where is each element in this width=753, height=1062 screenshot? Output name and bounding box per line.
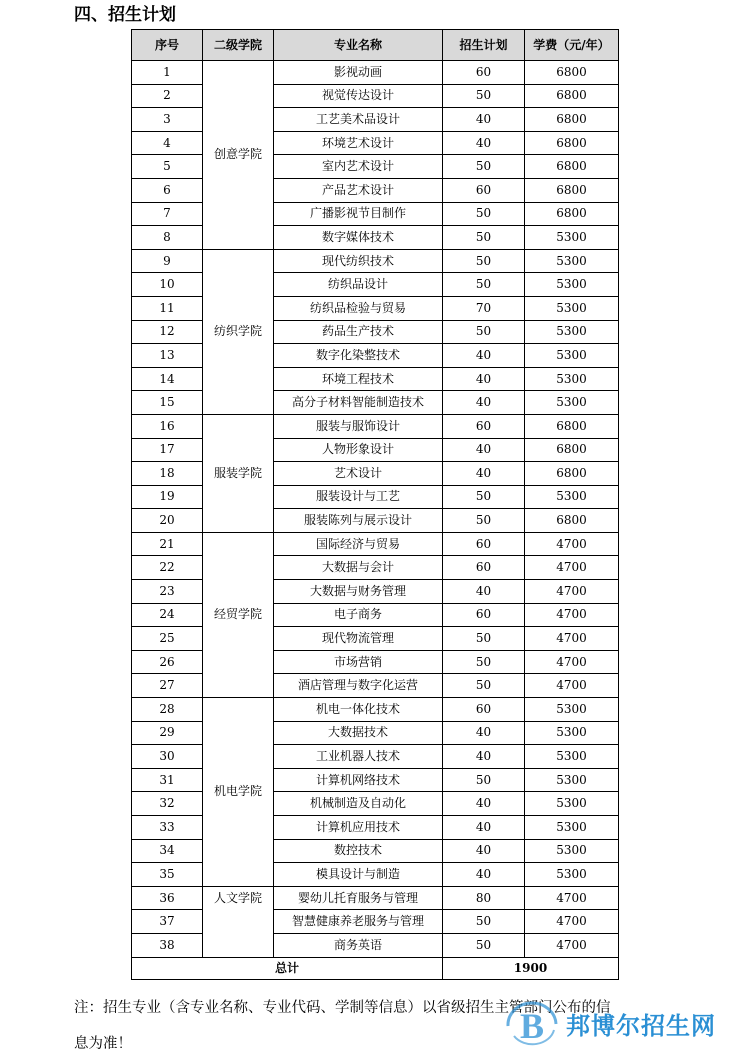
tuition-fee: 4700 [525,603,619,627]
enrollment-plan: 40 [443,344,525,368]
enrollment-plan: 50 [443,485,525,509]
tuition-fee: 5300 [525,249,619,273]
col-header-fee: 学费（元/年） [525,30,619,61]
major-name: 环境工程技术 [274,367,443,391]
tuition-fee: 6800 [525,202,619,226]
major-name: 数字媒体技术 [274,226,443,250]
major-name: 智慧健康养老服务与管理 [274,910,443,934]
major-name: 商务英语 [274,933,443,957]
col-header-college: 二级学院 [203,30,274,61]
table-row [132,249,619,273]
tuition-fee: 5300 [525,792,619,816]
major-name: 现代物流管理 [274,627,443,651]
tuition-fee: 4700 [525,580,619,604]
row-number: 37 [132,910,203,934]
tuition-fee: 5300 [525,391,619,415]
major-name: 国际经济与贸易 [274,532,443,556]
tuition-fee: 6800 [525,178,619,202]
enrollment-plan: 40 [443,462,525,486]
watermark-text: 邦博尔招生网 [566,1012,716,1040]
enrollment-plan: 60 [443,61,525,85]
major-name: 数控技术 [274,839,443,863]
tuition-fee: 6800 [525,155,619,179]
row-number: 19 [132,485,203,509]
major-name: 市场营销 [274,650,443,674]
row-number: 36 [132,886,203,910]
row-number: 1 [132,61,203,85]
tuition-fee: 6800 [525,462,619,486]
major-name: 纺织品检验与贸易 [274,296,443,320]
major-name: 药品生产技术 [274,320,443,344]
row-number: 30 [132,745,203,769]
col-header-major: 专业名称 [274,30,443,61]
watermark-logo-letter: B [520,1006,545,1046]
major-name: 模具设计与制造 [274,863,443,887]
row-number: 22 [132,556,203,580]
enrollment-plan: 40 [443,438,525,462]
row-number: 7 [132,202,203,226]
major-name: 服装设计与工艺 [274,485,443,509]
section-heading: 四、招生计划 [74,5,176,25]
enrollment-plan-table [131,29,619,980]
row-number: 35 [132,863,203,887]
enrollment-plan: 50 [443,627,525,651]
major-name: 工艺美术品设计 [274,108,443,132]
tuition-fee: 6800 [525,84,619,108]
table-row [132,698,619,722]
row-number: 26 [132,650,203,674]
row-number: 20 [132,509,203,533]
row-number: 23 [132,580,203,604]
row-number: 17 [132,438,203,462]
enrollment-plan: 40 [443,721,525,745]
tuition-fee: 5300 [525,273,619,297]
major-name: 纺织品设计 [274,273,443,297]
tuition-fee: 4700 [525,627,619,651]
row-number: 28 [132,698,203,722]
tuition-fee: 5300 [525,768,619,792]
tuition-fee: 4700 [525,650,619,674]
major-name: 大数据与会计 [274,556,443,580]
table-row [132,886,619,910]
tuition-fee: 6800 [525,438,619,462]
enrollment-plan: 40 [443,131,525,155]
college-name: 服装学院 [203,414,274,532]
major-name: 高分子材料智能制造技术 [274,391,443,415]
college-name: 经贸学院 [203,532,274,697]
row-number: 31 [132,768,203,792]
table-header-row [132,30,619,61]
row-number: 18 [132,462,203,486]
total-plan: 1900 [443,957,619,979]
watermark [500,996,750,1054]
total-row [132,957,619,979]
tuition-fee: 4700 [525,532,619,556]
major-name: 视觉传达设计 [274,84,443,108]
tuition-fee: 6800 [525,509,619,533]
major-name: 环境艺术设计 [274,131,443,155]
row-number: 4 [132,131,203,155]
major-name: 产品艺术设计 [274,178,443,202]
enrollment-plan: 60 [443,698,525,722]
enrollment-plan: 40 [443,839,525,863]
row-number: 32 [132,792,203,816]
tuition-fee: 6800 [525,414,619,438]
enrollment-plan: 40 [443,745,525,769]
college-name: 机电学院 [203,698,274,887]
tuition-fee: 4700 [525,886,619,910]
enrollment-plan: 60 [443,532,525,556]
tuition-fee: 5300 [525,226,619,250]
major-name: 室内艺术设计 [274,155,443,179]
enrollment-plan: 60 [443,414,525,438]
college-name: 纺织学院 [203,249,274,414]
tuition-fee: 5300 [525,863,619,887]
major-name: 工业机器人技术 [274,745,443,769]
major-name: 机械制造及自动化 [274,792,443,816]
enrollment-plan: 50 [443,202,525,226]
enrollment-plan: 60 [443,603,525,627]
tuition-fee: 5300 [525,816,619,840]
tuition-fee: 4700 [525,910,619,934]
tuition-fee: 4700 [525,674,619,698]
row-number: 24 [132,603,203,627]
enrollment-plan: 40 [443,792,525,816]
row-number: 2 [132,84,203,108]
enrollment-plan: 50 [443,768,525,792]
major-name: 大数据与财务管理 [274,580,443,604]
enrollment-plan: 80 [443,886,525,910]
row-number: 27 [132,674,203,698]
tuition-fee: 5300 [525,721,619,745]
tuition-fee: 5300 [525,745,619,769]
row-number: 25 [132,627,203,651]
major-name: 计算机应用技术 [274,816,443,840]
enrollment-plan: 60 [443,178,525,202]
row-number: 9 [132,249,203,273]
row-number: 3 [132,108,203,132]
tuition-fee: 6800 [525,61,619,85]
row-number: 15 [132,391,203,415]
row-number: 6 [132,178,203,202]
major-name: 服装陈列与展示设计 [274,509,443,533]
major-name: 艺术设计 [274,462,443,486]
tuition-fee: 4700 [525,556,619,580]
watermark-logo-icon [500,996,564,1052]
enrollment-plan: 40 [443,816,525,840]
row-number: 16 [132,414,203,438]
enrollment-plan: 40 [443,108,525,132]
enrollment-plan: 40 [443,391,525,415]
col-header-plan: 招生计划 [443,30,525,61]
row-number: 11 [132,296,203,320]
tuition-fee: 5300 [525,367,619,391]
college-name: 创意学院 [203,61,274,250]
enrollment-plan: 50 [443,249,525,273]
enrollment-plan: 40 [443,367,525,391]
footnote-line-2: 息为准！ [74,1036,132,1052]
major-name: 人物形象设计 [274,438,443,462]
tuition-fee: 6800 [525,108,619,132]
enrollment-plan: 50 [443,674,525,698]
major-name: 大数据技术 [274,721,443,745]
major-name: 酒店管理与数字化运营 [274,674,443,698]
footnote-line-1: 注：招生专业（含专业名称、专业代码、学制等信息）以省级招生主管部门公布的信 [74,1000,611,1016]
row-number: 21 [132,532,203,556]
row-number: 38 [132,933,203,957]
row-number: 12 [132,320,203,344]
enrollment-plan: 60 [443,556,525,580]
major-name: 电子商务 [274,603,443,627]
enrollment-plan: 50 [443,509,525,533]
major-name: 影视动画 [274,61,443,85]
row-number: 10 [132,273,203,297]
tuition-fee: 5300 [525,344,619,368]
tuition-fee: 5300 [525,698,619,722]
enrollment-plan: 50 [443,933,525,957]
major-name: 计算机网络技术 [274,768,443,792]
row-number: 13 [132,344,203,368]
college-name: 人文学院 [203,886,274,957]
tuition-fee: 4700 [525,933,619,957]
enrollment-plan: 50 [443,155,525,179]
enrollment-plan: 50 [443,226,525,250]
tuition-fee: 5300 [525,839,619,863]
row-number: 5 [132,155,203,179]
enrollment-plan: 40 [443,580,525,604]
table-row [132,414,619,438]
major-name: 数字化染整技术 [274,344,443,368]
enrollment-plan: 50 [443,320,525,344]
tuition-fee: 6800 [525,131,619,155]
tuition-fee: 5300 [525,296,619,320]
enrollment-plan: 50 [443,910,525,934]
row-number: 29 [132,721,203,745]
major-name: 现代纺织技术 [274,249,443,273]
table-row [132,61,619,85]
row-number: 8 [132,226,203,250]
table-row [132,532,619,556]
major-name: 婴幼儿托育服务与管理 [274,886,443,910]
major-name: 服装与服饰设计 [274,414,443,438]
tuition-fee: 5300 [525,485,619,509]
row-number: 33 [132,816,203,840]
row-number: 34 [132,839,203,863]
col-header-no: 序号 [132,30,203,61]
enrollment-plan: 50 [443,84,525,108]
enrollment-plan: 50 [443,650,525,674]
total-label: 总计 [132,957,443,979]
enrollment-plan: 40 [443,863,525,887]
enrollment-plan: 50 [443,273,525,297]
tuition-fee: 5300 [525,320,619,344]
major-name: 机电一体化技术 [274,698,443,722]
enrollment-plan: 70 [443,296,525,320]
row-number: 14 [132,367,203,391]
major-name: 广播影视节目制作 [274,202,443,226]
table-body [132,61,619,980]
